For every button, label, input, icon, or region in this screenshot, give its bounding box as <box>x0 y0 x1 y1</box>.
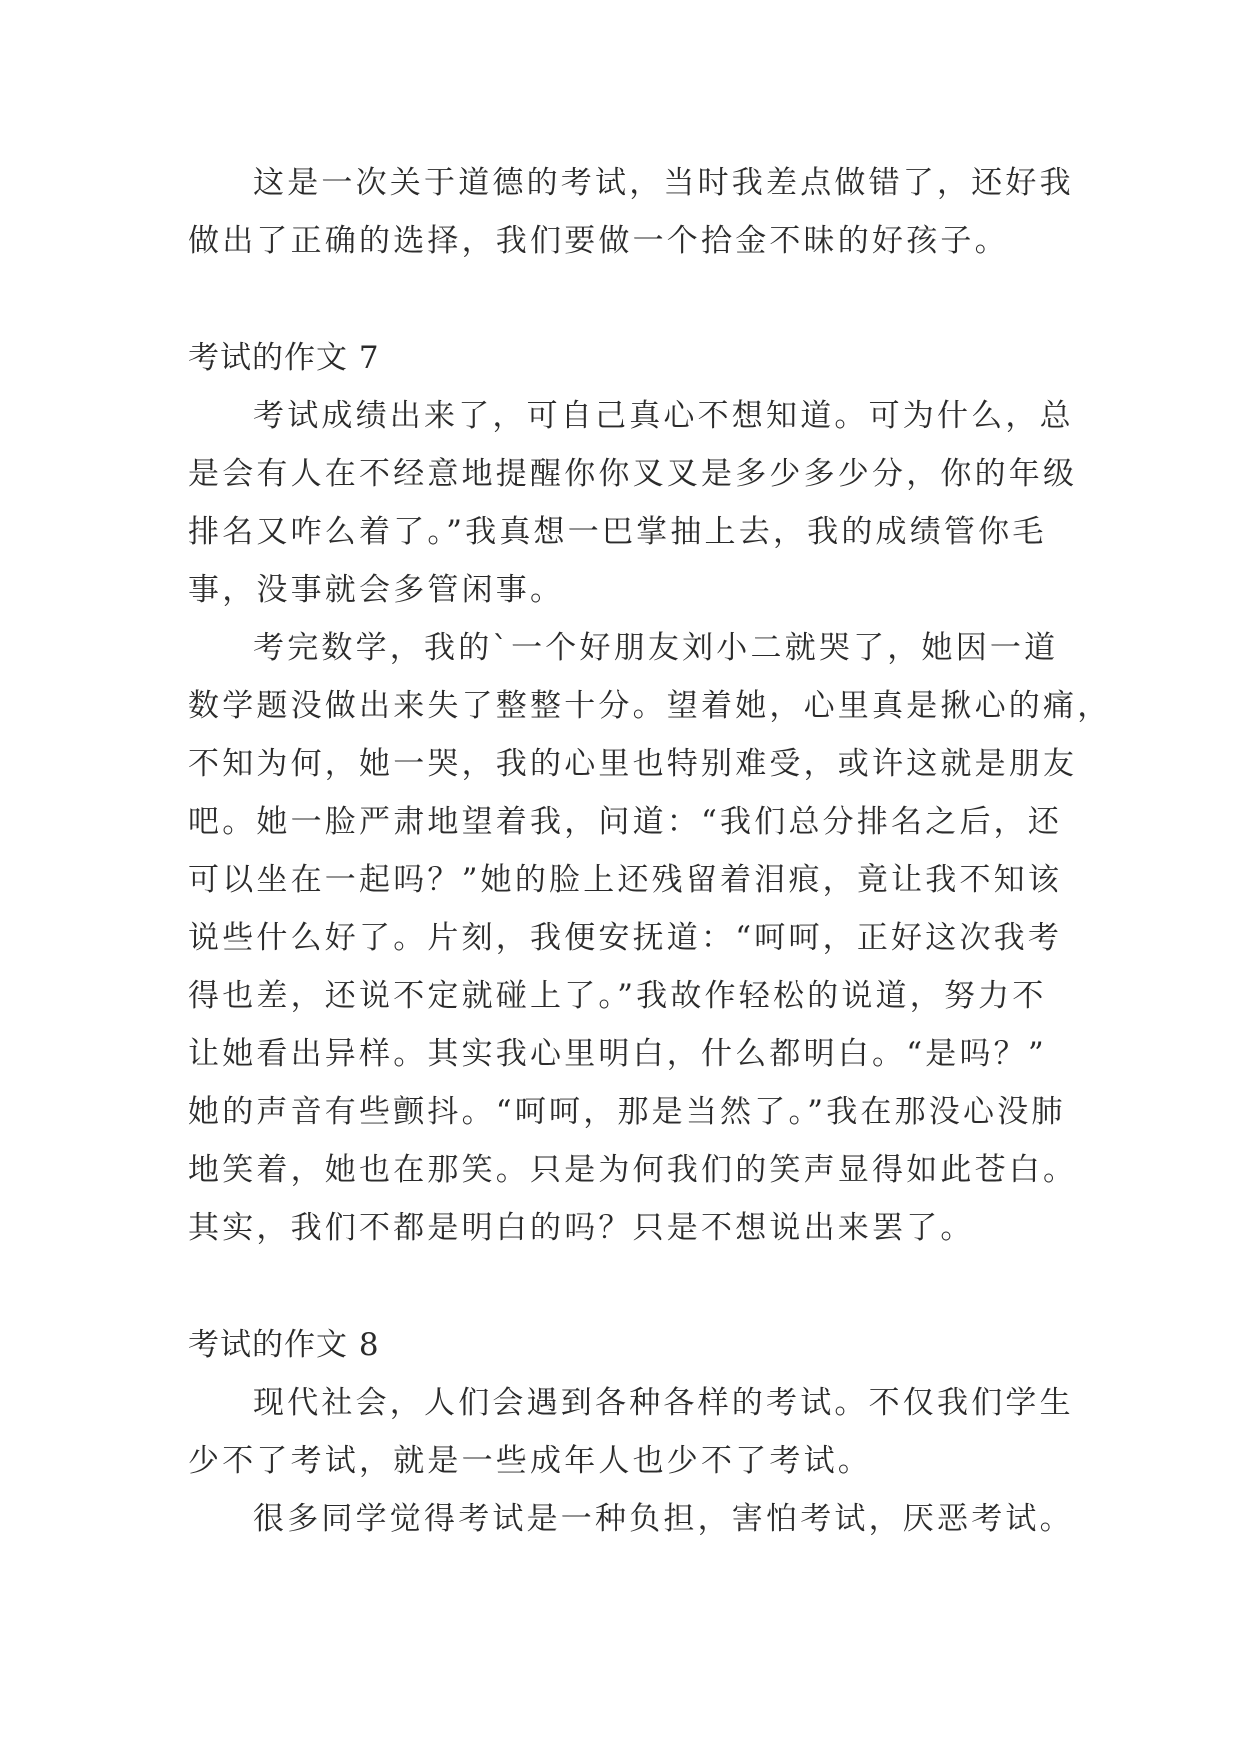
paragraph-line: 是会有人在不经意地提醒你你叉叉是多少多少分，你的年级 <box>188 456 1078 492</box>
paragraph-line: 考试成绩出来了，可自己真心不想知道。可为什么，总 <box>253 398 1074 434</box>
paragraph-line: 其实，我们不都是明白的吗？只是不想说出来罢了。 <box>188 1210 975 1246</box>
paragraph-line: 不知为何，她一哭，我的心里也特别难受，或许这就是朋友 <box>188 746 1078 782</box>
paragraph-line: 吧。她一脸严肃地望着我，问道：“我们总分排名之后，还 <box>188 804 1063 840</box>
paragraph-line: 现代社会，人们会遇到各种各样的考试。不仅我们学生 <box>253 1385 1074 1421</box>
paragraph-line: 排名又咋么着了。”我真想一巴掌抽上去，我的成绩管你毛 <box>188 514 1047 550</box>
paragraph-line: 考完数学，我的`一个好朋友刘小二就哭了，她因一道 <box>253 630 1059 666</box>
paragraph-line: 这是一次关于道德的考试，当时我差点做错了，还好我 <box>253 165 1074 201</box>
section-heading: 考试的作文 8 <box>188 1327 380 1363</box>
paragraph-line: 事，没事就会多管闲事。 <box>188 572 565 608</box>
paragraph-line: 得也差，还说不定就碰上了。”我故作轻松的说道，努力不 <box>188 978 1047 1014</box>
paragraph-line: 很多同学觉得考试是一种负担，害怕考试，厌恶考试。 <box>253 1501 1074 1537</box>
paragraph-line: 地笑着，她也在那笑。只是为何我们的笑声显得如此苍白。 <box>188 1152 1078 1188</box>
paragraph-line: 做出了正确的选择，我们要做一个拾金不昧的好孩子。 <box>188 223 1009 259</box>
paragraph-line: 说些什么好了。片刻，我便安抚道：“呵呵，正好这次我考 <box>188 920 1063 956</box>
paragraph-line: 让她看出异样。其实我心里明白，什么都明白。“是吗？” <box>188 1036 1047 1072</box>
paragraph-line: 少不了考试，就是一些成年人也少不了考试。 <box>188 1443 872 1479</box>
paragraph-line: 她的声音有些颤抖。“呵呵，那是当然了。”我在那没心没肺 <box>188 1094 1066 1130</box>
paragraph-line: 数学题没做出来失了整整十分。望着她，心里真是揪心的痛， <box>188 688 1112 724</box>
section-heading: 考试的作文 7 <box>188 340 380 376</box>
paragraph-line: 可以坐在一起吗？”她的脸上还残留着泪痕，竟让我不知该 <box>188 862 1063 898</box>
